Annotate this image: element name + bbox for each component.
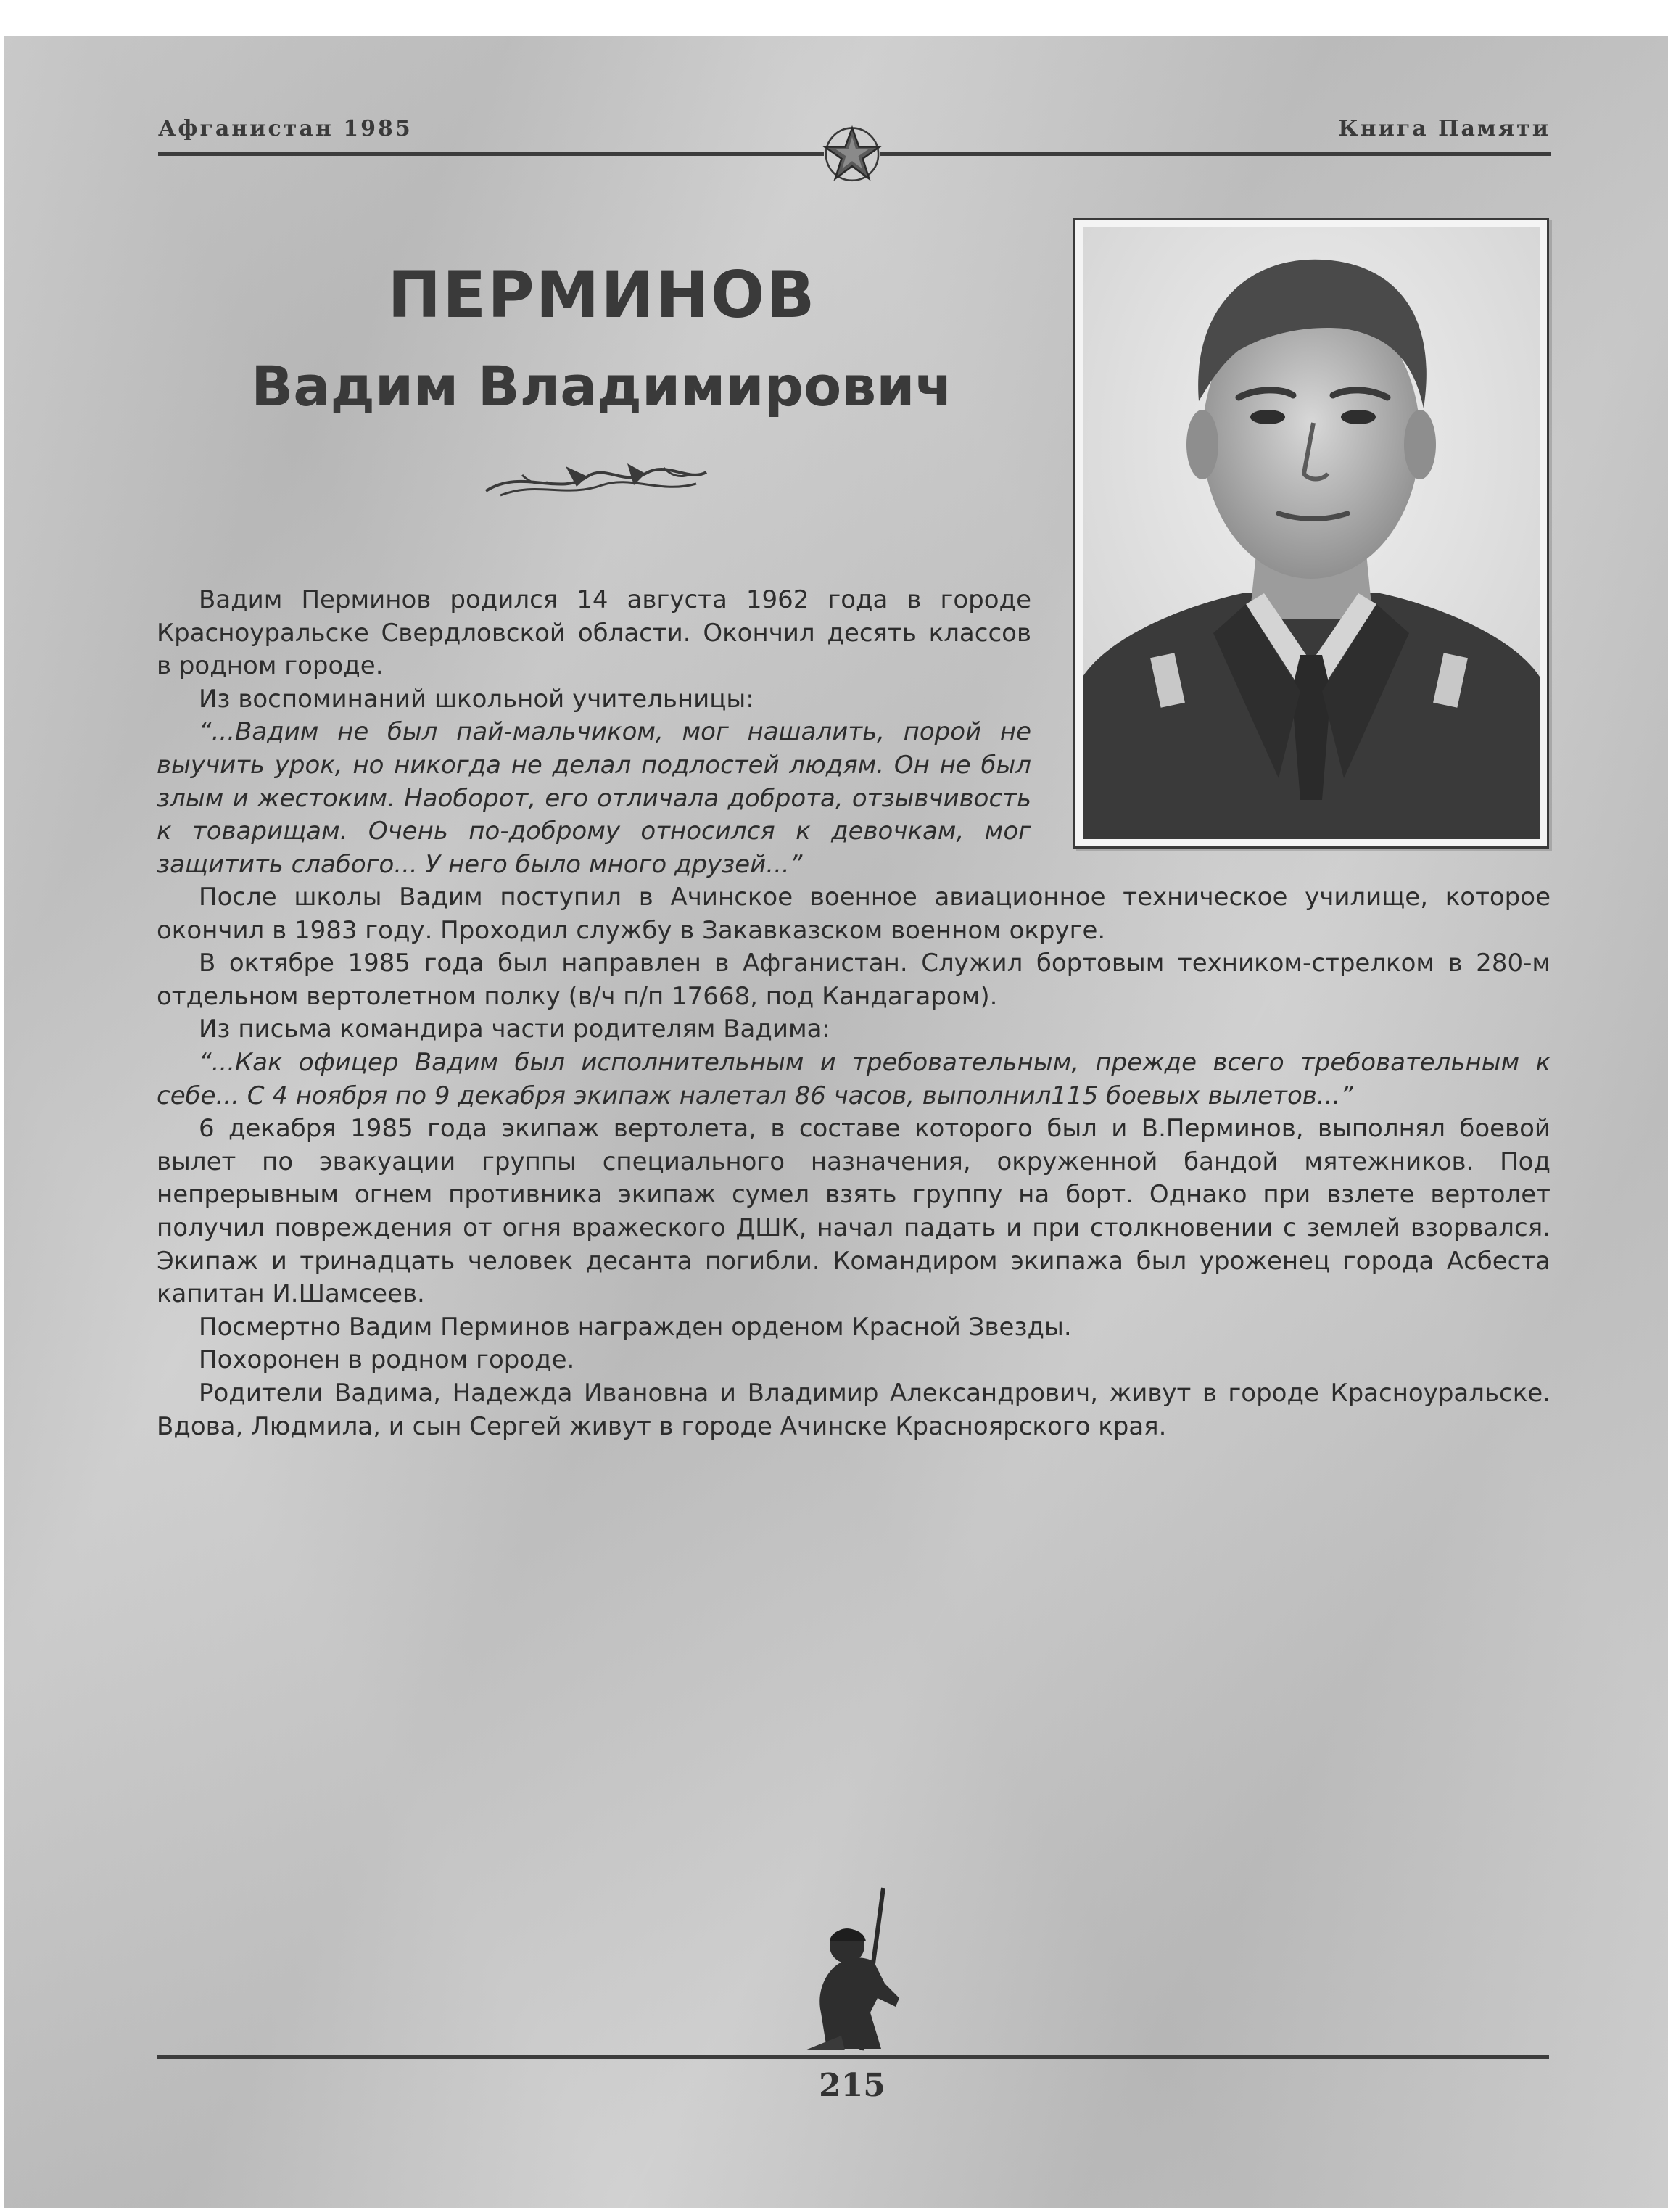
kneeling-soldier-icon: [776, 1882, 936, 2056]
running-header-left: Афганистан 1985: [158, 116, 413, 141]
person-given-names: Вадим Владимирович: [251, 354, 953, 418]
header-rule-right: [880, 152, 1551, 156]
paragraph: Родители Вадима, Надежда Ивановна и Владимир Александрович, живут в городе Красноуральске. Вдова, Людмила, и сын Сергей живут в городе Ачинске Красноярского края.: [157, 1378, 1551, 1441]
paragraph: 6 декабря 1985 года экипаж вертолета, в составе которого был и В.Перминов, выполнял боевой вылет по эвакуации группы специального назначения, окруженной бандой мятежников. Под непрерывным огнем противника экипаж сумел взять группу на борт. Однако при взлете вертолет получил повреждения от огня вражеского ДШК, начал падать и при столкновении с землей взорвался. Экипаж и тринадцать человек десанта погибли. Командиром экипажа был уроженец города Асбеста капитан И.Шамсеев.: [157, 1114, 1551, 1309]
biography-intro: [157, 584, 1031, 881]
running-header-right: Книга Памяти: [1338, 116, 1551, 141]
portrait-image: [1083, 227, 1540, 839]
paragraph: Из воспоминаний школьной учительницы:: [199, 684, 754, 714]
teacher-quote: “...Вадим не был пай-мальчиком, мог нашалить, порой не выучить урок, но никогда не делал подлостей людям. Он не был злым и жестоким. Наоборот, его отличала доброта, отзывчивость к товарищам. Очень по-доброму относился к девочкам, мог защитить слабого... У него было много друзей...”: [157, 717, 1031, 879]
commander-quote: “...Как офицер Вадим был исполнительным и требовательным, прежде всего требовательным к себе... С 4 ноября по 9 декабря экипаж налетал 86 часов, выполнил115 боевых вылетов...”: [157, 1047, 1551, 1110]
ornament-icon: [479, 453, 711, 504]
paragraph: Из письма командира части родителям Вадима:: [199, 1015, 830, 1044]
page-number: 215: [819, 2067, 885, 2104]
footer-rule: [157, 2055, 1549, 2059]
header-rule-left: [158, 152, 824, 156]
star-icon: [821, 122, 883, 184]
person-surname: ПЕРМИНОВ: [387, 257, 817, 332]
paragraph: Похоронен в родном городе.: [199, 1345, 575, 1375]
paragraph: Вадим Перминов родился 14 августа 1962 года в городе Красноуральске Свердловской области. Окончил десять классов в родном городе.: [157, 585, 1031, 681]
biography-main: [157, 881, 1551, 1443]
paragraph: В октябре 1985 года был направлен в Афганистан. Служил бортовым техником-стрелком в 280-м отдельном вертолетном полку (в/ч п/п 17668, под Кандагаром).: [157, 949, 1551, 1011]
paragraph: После школы Вадим поступил в Ачинское военное авиационное техническое училище, которое окончил в 1983 году. Проходил службу в Закавказском военном округе.: [157, 883, 1551, 945]
paragraph: Посмертно Вадим Перминов награжден орденом Красной Звезды.: [199, 1312, 1072, 1342]
portrait-photo: [1073, 218, 1549, 849]
